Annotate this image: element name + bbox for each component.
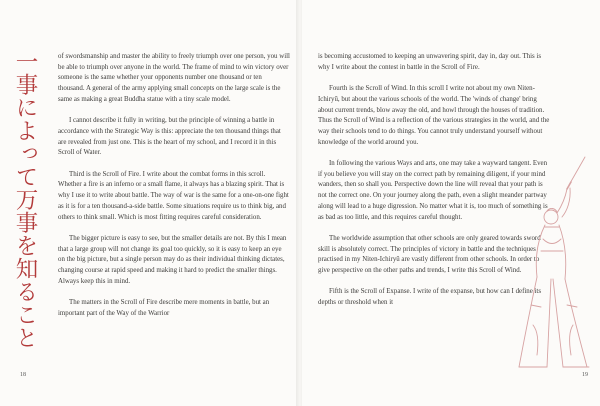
left-page [0, 0, 298, 406]
paragraph: I cannot describe it fully in writing, but the principle of winning a battle in accordance with the Strategic Way is this: appreciate the ten thousand things that are revealed from just one. This is the heart of my school, and I record it in this Scroll of Water. [58, 117, 281, 157]
right-page [302, 0, 600, 406]
paragraph: of swordsmanship and master the ability to freely triumph over one person, you will be able to triumph over anyone in the world. The frame of mind to win victory over someone is the same whether your opponents number one thousand or ten thousand. A general of the army applying small concepts on the large scale is the same as making a great Buddha statue with a tiny scale model. [58, 53, 290, 103]
paragraph: Third is the Scroll of Fire. I write about the combat forms in this scroll. Whether a fire is an inferno or a small flame, it always has a blazing spirit. That is why I use it to write about battle. The way of war is the same for a one-on-one fight as it is for a ten thousand-a-side battle. Some situations require us to think big, and others to think small. Which is most fitting requires careful consideration. [58, 170, 289, 221]
paragraph: Fifth is the Scroll of Expanse. I write of the expanse, but how can I define its depths or threshold when it [318, 288, 542, 307]
paragraph: is becoming accustomed to keeping an unwavering spirit, day in, day out. This is why I write about the contest in battle in the Scroll of Fire. [318, 53, 542, 71]
page-number: 19 [582, 372, 588, 378]
vertical-chapter-title: 一事によって万事を知ること [12, 50, 38, 349]
paragraph: The worldwide assumption that other schools are only geared towards sword skill is absolutely correct. The principles of victory in battle and the techniques practised in my Niten-Ichiryū are vastly different from other schools. In order to give perspective on the other paths and trends, I write this Scroll of Wind. [318, 234, 541, 275]
samurai-with-raised-sword-illustration [507, 155, 597, 375]
paragraph: The bigger picture is easy to see, but the smaller details are not. By this I mean that a large group will not change its goal too quickly, so it is easy to keep an eye on the big picture, but a single person may do as their individual thinking dictates, changing course at rapid speed and making it hard to predict the smaller things. Always keep this in mind. [58, 234, 287, 285]
paragraph: The matters in the Scroll of Fire describe mere moments in battle, but an important part of the Way of the Warrior [58, 299, 270, 317]
page-number: 18 [20, 372, 26, 378]
left-text-column [58, 52, 290, 330]
paragraph: In following the various Ways and arts, one may take a wayward tangent. Even if you believe you will stay on the correct path by remaining diligent, if your mind wanders, then so shall you. Perspective down the line will reveal that your path is not the correct one. On your journey along the path, even a slight meander partway along will lead to a huge digression. No matter what it is, too much of something is as bad as too little, and this requires careful thought. [318, 160, 548, 221]
paragraph: Fourth is the Scroll of Wind. In this scroll I write not about my own Niten-Ichiryū, but about the various schools of the world. The 'winds of change' bring about current trends, blow away the old, and howl through the houses of tradition. Thus the Scroll of Wind is a reflection of the various strategies in the world, and the way their schools tend to do things. You cannot truly understand yourself without knowledge of the world around you. [318, 85, 550, 146]
